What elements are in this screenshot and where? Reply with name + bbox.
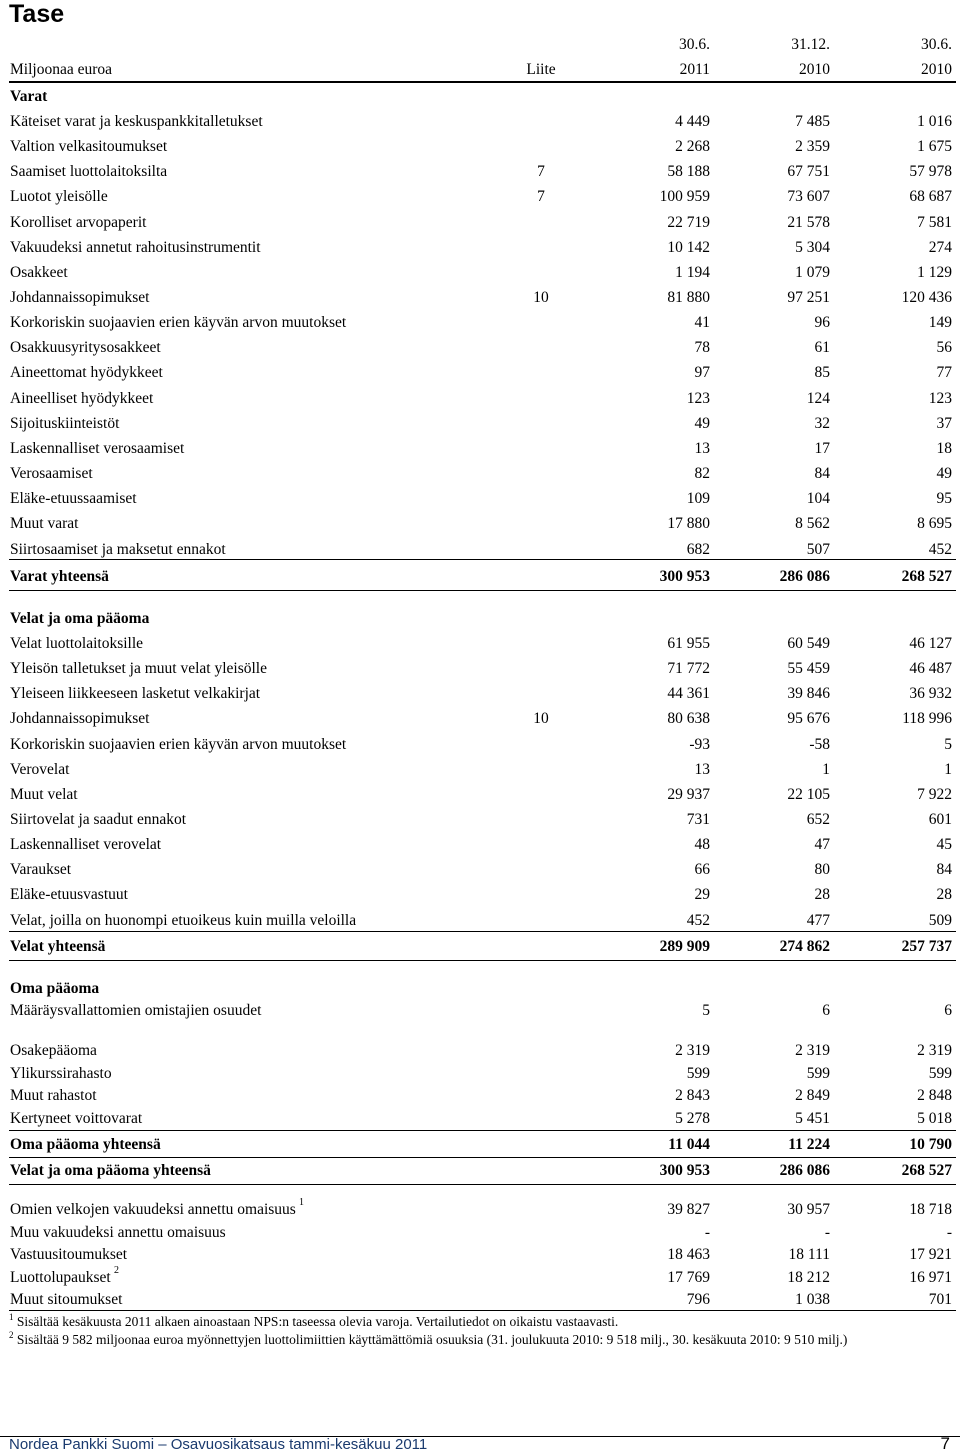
row-label: Osakkeet (10, 264, 68, 281)
row-value-2: 80 (814, 861, 830, 878)
row-value-2: 1 038 (795, 1291, 830, 1308)
row-value-1: 18 463 (667, 1246, 710, 1263)
row-value-3: 17 921 (909, 1246, 952, 1263)
row-value-3: 57 978 (909, 163, 952, 180)
liabilities-total-rule (9, 960, 956, 961)
row-label: Velat luottolaitoksille (10, 635, 144, 652)
row-value-1: 109 (686, 490, 710, 507)
grand-total-row (9, 1160, 956, 1182)
row-label: Sijoituskiinteistöt (10, 415, 120, 432)
row-label: Laskennalliset verovelat (10, 836, 162, 853)
row-value-2: 18 111 (788, 1246, 830, 1263)
row-value-2: 5 451 (795, 1110, 830, 1127)
row-value-1: 100 959 (659, 188, 710, 205)
row-label: Korolliset arvopaperit (10, 214, 147, 231)
row-value-1: 452 (686, 912, 710, 929)
row-value-1: 61 955 (667, 635, 710, 652)
row-value-2: 5 304 (795, 239, 830, 256)
header-years-row (9, 59, 956, 81)
row-label: Määräysvallattomien omistajien osuudet (10, 1002, 262, 1019)
page-number: 7 (940, 1434, 950, 1453)
row-value-2: 18 212 (787, 1269, 830, 1286)
row-value-1: 5 278 (675, 1110, 710, 1127)
row-label: Ylikurssirahasto (10, 1065, 112, 1082)
row-value-1: 1 194 (675, 264, 710, 281)
row-value-3: 2 848 (917, 1087, 952, 1104)
row-value-2: 22 105 (787, 786, 830, 803)
asset-row (9, 388, 956, 410)
row-label: Luotot yleisölle (10, 188, 108, 205)
row-value-3: 6 (944, 1002, 952, 1019)
liability-row (9, 910, 956, 932)
row-value-3: 84 (936, 861, 952, 878)
row-value-1: 17 769 (667, 1269, 710, 1286)
row-label: Luottolupaukset (10, 1269, 111, 1286)
row-value-1: 81 880 (667, 289, 710, 306)
header-dates-row (9, 34, 956, 56)
row-label: Yleiseen liikkeeseen lasketut velkakirjat (10, 685, 261, 702)
row-value-2: 60 549 (787, 635, 830, 652)
liability-row (9, 658, 956, 680)
row-label: Muu vakuudeksi annettu omaisuus (10, 1224, 226, 1241)
row-label: Verovelat (10, 761, 70, 778)
minority-row (9, 1000, 956, 1022)
asset-row (9, 463, 956, 485)
row-value-1: 2 268 (675, 138, 710, 155)
row-note: 10 (533, 710, 549, 727)
row-label: Siirtosaamiset ja maksetut ennakot (10, 541, 226, 558)
equity-total-rule (9, 1157, 956, 1158)
row-value-1: 22 719 (667, 214, 710, 231)
row-label: Velat, joilla on huonompi etuoikeus kuin muilla veloilla (10, 912, 357, 929)
row-label: Muut varat (10, 515, 79, 532)
row-value-2: 286 086 (779, 568, 830, 585)
assets-heading (9, 86, 956, 108)
row-label: Siirtovelat ja saadut ennakot (10, 811, 187, 828)
row-value-3: 274 (928, 239, 952, 256)
equity-row (9, 1040, 956, 1062)
asset-row (9, 362, 956, 384)
row-value-2: 2 319 (795, 1042, 830, 1059)
row-label: Oma pääoma yhteensä (10, 1136, 161, 1153)
row-value-2: - (824, 1224, 830, 1241)
row-label: Käteiset varat ja keskuspankkitalletukset (10, 113, 263, 130)
row-value-2: 11 224 (788, 1136, 830, 1153)
row-value-1: 682 (686, 541, 710, 558)
row-value-3: 452 (928, 541, 952, 558)
row-label: Vakuudeksi annetut rahoitusinstrumentit (10, 239, 261, 256)
row-value-2: 1 079 (795, 264, 830, 281)
row-label: Osakkuusyritysosakkeet (10, 339, 161, 356)
row-value-2: 85 (814, 364, 830, 381)
row-value-2: 30 957 (787, 1201, 830, 1218)
row-value-2: 28 (814, 886, 830, 903)
row-label: Kertyneet voittovarat (10, 1110, 143, 1127)
row-value-1: 300 953 (659, 568, 710, 585)
row-value-2: 95 676 (787, 710, 830, 727)
row-value-2: 286 086 (779, 1162, 830, 1179)
row-value-1: 48 (694, 836, 710, 853)
asset-row (9, 513, 956, 535)
column-date-3: 30.6. (921, 36, 952, 53)
row-value-2: 507 (806, 541, 830, 558)
asset-row (9, 413, 956, 435)
row-label: Aineelliset hyödykkeet (10, 390, 154, 407)
row-value-3: 18 (936, 440, 952, 457)
row-label: Varat (10, 88, 48, 105)
row-value-3: 268 527 (901, 568, 952, 585)
row-value-2: 8 562 (795, 515, 830, 532)
row-value-3: 118 996 (902, 710, 952, 727)
column-year-1: 2011 (679, 61, 710, 78)
row-value-1: 66 (694, 861, 710, 878)
row-label: Valtion velkasitoumukset (10, 138, 168, 155)
asset-row (9, 312, 956, 334)
row-value-3: 601 (928, 811, 952, 828)
asset-row (9, 111, 956, 133)
row-value-3: 123 (928, 390, 952, 407)
row-value-1: 39 827 (667, 1201, 710, 1218)
asset-row (9, 287, 956, 309)
offbalance-rule (9, 1310, 956, 1311)
row-value-1: 44 361 (667, 685, 710, 702)
row-value-1: 10 142 (667, 239, 710, 256)
row-note: 10 (533, 289, 549, 306)
row-label: Aineettomat hyödykkeet (10, 364, 163, 381)
row-label: Varaukset (10, 861, 72, 878)
row-value-3: 8 695 (917, 515, 952, 532)
row-value-1: 17 880 (667, 515, 710, 532)
liability-row (9, 759, 956, 781)
row-value-1: 71 772 (667, 660, 710, 677)
footnote-2-text: Sisältää 9 582 miljoonaa euroa myönnettyjen luottolimiittien käyttämättömiä osuuksia (31. joulukuuta 2010: 9 518 milj., 30. kesäkuuta 2010: 9 510 milj.) (16, 1332, 848, 1347)
asset-row (9, 212, 956, 234)
row-value-1: 11 044 (668, 1136, 710, 1153)
liability-row (9, 633, 956, 655)
row-value-2: 7 485 (795, 113, 830, 130)
offbalance-row (9, 1244, 956, 1266)
row-value-3: 5 (944, 736, 952, 753)
row-value-1: 82 (694, 465, 710, 482)
row-value-2: 124 (806, 390, 830, 407)
liability-row (9, 734, 956, 756)
liability-row (9, 708, 956, 730)
row-value-3: 46 127 (909, 635, 952, 652)
row-value-3: 1 675 (917, 138, 952, 155)
column-date-1: 30.6. (679, 36, 710, 53)
equity-row (9, 1063, 956, 1085)
row-value-2: 104 (806, 490, 830, 507)
liabilities-total-row (9, 936, 956, 958)
row-value-1: 80 638 (667, 710, 710, 727)
row-label: Muut sitoumukset (10, 1291, 123, 1308)
row-value-3: 10 790 (909, 1136, 952, 1153)
asset-row (9, 438, 956, 460)
row-value-3: 46 487 (909, 660, 952, 677)
asset-row (9, 337, 956, 359)
row-value-2: 1 (822, 761, 830, 778)
row-value-2: 47 (814, 836, 830, 853)
row-value-3: 68 687 (909, 188, 952, 205)
row-value-3: 509 (928, 912, 952, 929)
offbalance-row (9, 1222, 956, 1244)
row-value-3: 7 922 (917, 786, 952, 803)
offbalance-row: Omien velkojen vakuudeksi annettu omaisuus 1 39 827 30 957 18 718 (10, 1197, 952, 1218)
row-value-2: 97 251 (787, 289, 830, 306)
row-value-1: 13 (694, 440, 710, 457)
row-label: Eläke-etuusvastuut (10, 886, 128, 903)
row-label: Johdannaissopimukset (10, 289, 150, 306)
assets-total-rule (9, 590, 956, 591)
row-value-2: 21 578 (787, 214, 830, 231)
row-value-2: 55 459 (787, 660, 830, 677)
row-value-2: 17 (814, 440, 830, 457)
row-value-3: 2 319 (917, 1042, 952, 1059)
row-label: Eläke-etuussaamiset (10, 490, 137, 507)
row-value-2: 477 (806, 912, 830, 929)
row-value-3: 268 527 (901, 1162, 952, 1179)
liability-row (9, 809, 956, 831)
row-value-1: 97 (694, 364, 710, 381)
row-value-1: 731 (686, 811, 710, 828)
row-value-2: 274 862 (779, 938, 830, 955)
row-value-3: 149 (928, 314, 952, 331)
row-value-3: 56 (936, 339, 952, 356)
row-label: Saamiset luottolaitoksilta (10, 163, 168, 180)
row-value-1: 123 (686, 390, 710, 407)
row-value-1: - (704, 1224, 710, 1241)
row-label: Varat yhteensä (10, 568, 109, 585)
equity-heading (9, 978, 956, 1000)
column-year-2: 2010 (799, 61, 830, 78)
row-label: Korkoriskin suojaavien erien käyvän arvon muutokset (10, 314, 347, 331)
row-value-2: 32 (814, 415, 830, 432)
footnote-2-number: 2 (9, 1330, 14, 1340)
row-value-3: 18 718 (909, 1201, 952, 1218)
row-value-3: 45 (936, 836, 952, 853)
row-value-3: 95 (936, 490, 952, 507)
row-value-1: 5 (702, 1002, 710, 1019)
row-value-2: 6 (822, 1002, 830, 1019)
row-value-1: 29 937 (667, 786, 710, 803)
column-date-2: 31.12. (791, 36, 830, 53)
equity-subtotal-rule (9, 1130, 956, 1131)
asset-row (9, 186, 956, 208)
grand-total-rule (9, 1184, 956, 1185)
page-title: Tase (9, 0, 65, 28)
offbalance-row (9, 1289, 956, 1311)
row-label: Velat ja oma pääoma (10, 610, 150, 627)
row-value-3: 49 (936, 465, 952, 482)
row-label: Oma pääoma (10, 980, 100, 997)
row-value-1: 796 (686, 1291, 710, 1308)
asset-row (9, 161, 956, 183)
row-value-1: 78 (694, 339, 710, 356)
row-value-2: 2 359 (795, 138, 830, 155)
row-value-1: 58 188 (667, 163, 710, 180)
row-value-3: 28 (936, 886, 952, 903)
liability-row (9, 834, 956, 856)
footnote-1 (9, 1313, 949, 1330)
row-value-3: 257 737 (901, 938, 952, 955)
footnote-2 (9, 1331, 949, 1348)
row-value-3: 36 932 (909, 685, 952, 702)
row-value-1: 599 (686, 1065, 710, 1082)
row-label: Muut velat (10, 786, 78, 803)
row-value-2: 61 (814, 339, 830, 356)
row-note: 7 (537, 188, 545, 205)
row-label: Johdannaissopimukset (10, 710, 150, 727)
liability-row (9, 784, 956, 806)
assets-subtotal-rule (9, 559, 956, 560)
asset-row (9, 237, 956, 259)
row-value-2: 2 849 (795, 1087, 830, 1104)
row-value-2: -58 (809, 736, 830, 753)
row-value-3: 5 018 (917, 1110, 952, 1127)
row-value-1: 13 (694, 761, 710, 778)
row-value-3: 37 (936, 415, 952, 432)
row-value-2: 599 (806, 1065, 830, 1082)
row-value-2: 84 (814, 465, 830, 482)
row-value-2: 39 846 (787, 685, 830, 702)
equity-row (9, 1108, 956, 1130)
row-value-3: 1 129 (917, 264, 952, 281)
row-value-1: 2 843 (675, 1087, 710, 1104)
assets-total-row (9, 566, 956, 588)
row-label: Vastuusitoumukset (10, 1246, 128, 1263)
row-label: Laskennalliset verosaamiset (10, 440, 185, 457)
row-label: Velat ja oma pääoma yhteensä (10, 1162, 211, 1179)
row-value-3: 7 581 (917, 214, 952, 231)
row-value-3: - (946, 1224, 952, 1241)
row-value-1: 41 (694, 314, 710, 331)
row-label: Osakepääoma (10, 1042, 97, 1059)
row-value-1: 29 (694, 886, 710, 903)
unit-label: Miljoonaa euroa (10, 61, 113, 78)
row-value-3: 1 016 (917, 113, 952, 130)
asset-row (9, 136, 956, 158)
liability-row (9, 859, 956, 881)
row-value-2: 73 607 (787, 188, 830, 205)
column-year-3: 2010 (921, 61, 952, 78)
row-value-3: 599 (928, 1065, 952, 1082)
asset-row (9, 262, 956, 284)
liabilities-heading (9, 608, 956, 630)
row-value-3: 77 (936, 364, 952, 381)
header-rule (9, 81, 956, 83)
row-label: Omien velkojen vakuudeksi annettu omaisuus (10, 1201, 296, 1218)
row-value-1: 300 953 (659, 1162, 710, 1179)
row-value-2: 96 (814, 314, 830, 331)
row-value-1: 49 (694, 415, 710, 432)
row-label: Verosaamiset (10, 465, 93, 482)
row-value-2: 652 (806, 811, 830, 828)
footnote-1-text: Sisältää kesäkuusta 2011 alkaen ainoastaan NPS:n taseessa olevia varoja. Vertailutiedot on oikaistu vastaavasti. (16, 1314, 619, 1329)
row-note: 7 (537, 163, 545, 180)
offbalance-row: Luottolupaukset 2 17 769 18 212 16 971 (10, 1265, 952, 1286)
footnote-1-number: 1 (9, 1312, 14, 1322)
row-value-1: 4 449 (675, 113, 710, 130)
equity-row (9, 1085, 956, 1107)
equity-total-row (9, 1134, 956, 1156)
footer-text: Nordea Pankki Suomi – Osavuosikatsaus tammi-kesäkuu 2011 (9, 1436, 428, 1453)
asset-row (9, 488, 956, 510)
note-column-label: Liite (526, 61, 556, 78)
row-value-3: 16 971 (909, 1269, 952, 1286)
row-value-1: 2 319 (675, 1042, 710, 1059)
row-value-3: 120 436 (901, 289, 952, 306)
row-label: Muut rahastot (10, 1087, 97, 1104)
row-value-1: 289 909 (659, 938, 710, 955)
row-value-2: 67 751 (787, 163, 830, 180)
row-value-1: -93 (689, 736, 710, 753)
liabilities-subtotal-rule (9, 931, 956, 932)
row-label: Velat yhteensä (10, 938, 106, 955)
row-label: Korkoriskin suojaavien erien käyvän arvon muutokset (10, 736, 347, 753)
asset-row (9, 539, 956, 561)
row-value-3: 1 (944, 761, 952, 778)
row-value-3: 701 (928, 1291, 952, 1308)
liability-row (9, 683, 956, 705)
row-label: Yleisön talletukset ja muut velat yleisölle (10, 660, 267, 677)
liability-row (9, 884, 956, 906)
